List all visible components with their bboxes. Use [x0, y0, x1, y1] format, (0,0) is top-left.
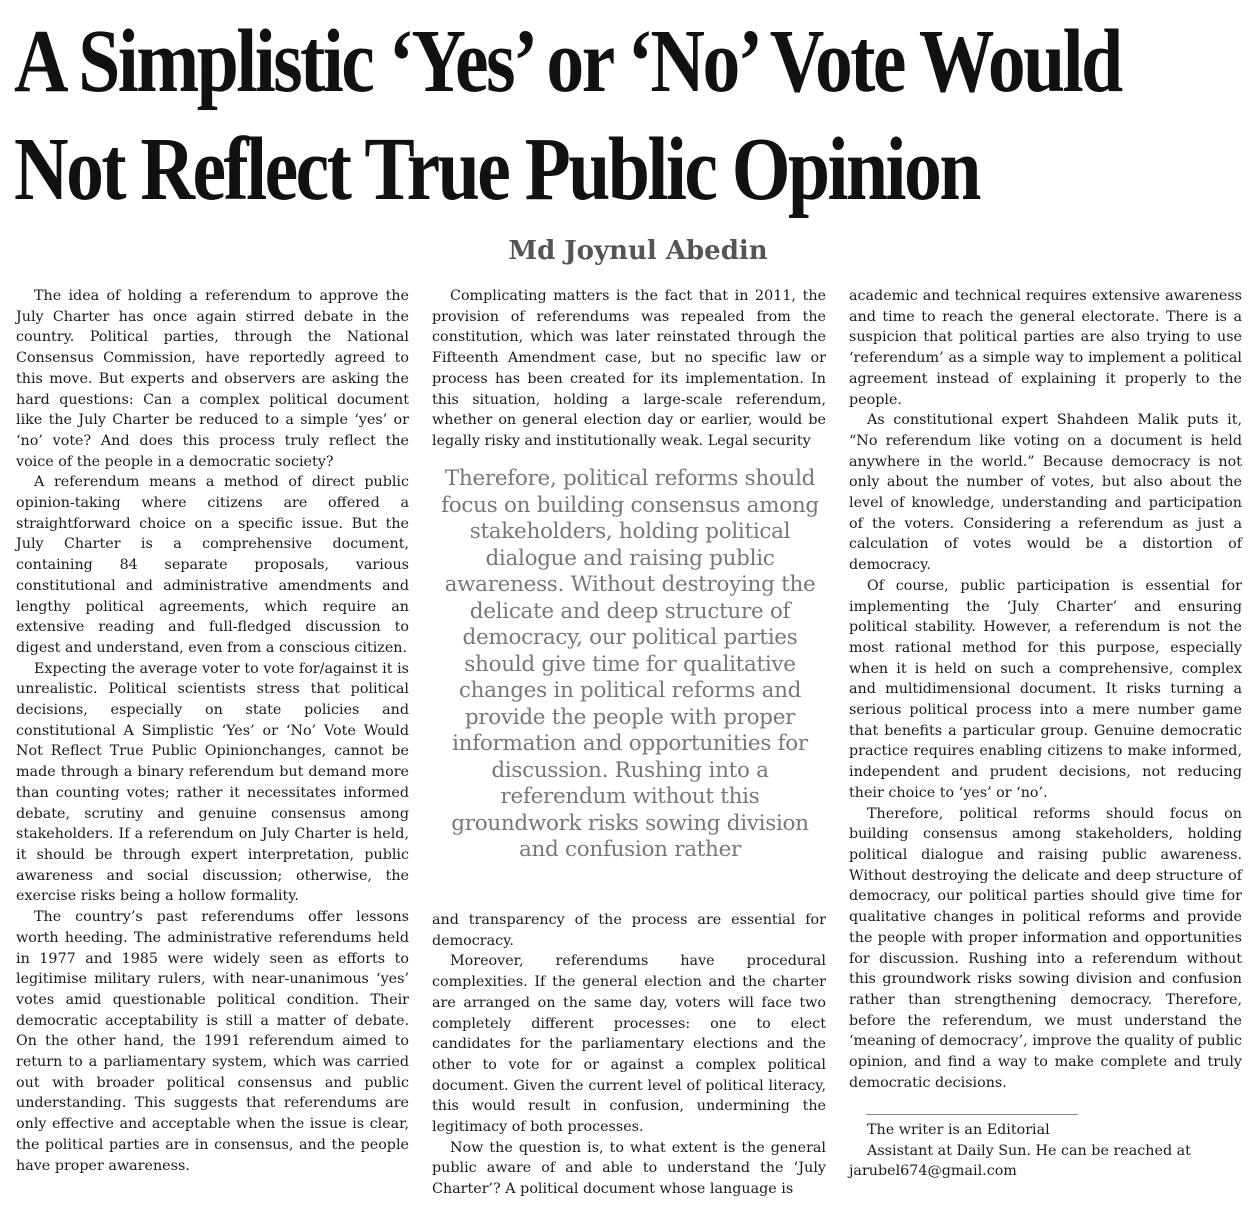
paragraph: Complicating matters is the fact that in 2011, the provision of referendums was repealed from the constitution, which was later reinstated through the Fifteenth Amendment case, but no specific law or process has been created for its implementation. In this situation, holding a large-scale referendum, whether on general election day or earlier, would be legally risky and institutionally weak. Legal security: [432, 288, 826, 449]
column-2-continued: [432, 910, 826, 1200]
footnote-divider: [866, 1114, 1078, 1115]
author-note-line: The writer is an Editorial: [867, 1122, 1050, 1138]
paragraph: Now the question is, to what extent is the general public aware of and able to understand the ‘July Charter’? A political document whose language is: [432, 1139, 826, 1198]
paragraph: Therefore, political reforms should focus on building consensus among stakeholders, holding political dialogue and raising public awareness. Without destroying the delicate and deep structure of democracy, our political parties should give time for qualitative changes in political reforms and provide the people with proper information and opportunities for discussion. Rushing into a referendum without this groundwork risks sowing division and confusion rather than strengthening democracy. Therefore, before the referendum, we must understand the ‘meaning of democracy’, improve the quality of public opinion, and find a way to make complete and truly democratic decisions.: [849, 805, 1242, 1091]
paragraph: academic and technical requires extensive awareness and time to reach the general electorate. There is a suspicion that political parties are also trying to use ‘referendum’ as a simple way to implement a political agreement instead of explaining it properly to the people.: [849, 288, 1242, 408]
byline: Md Joynul Abedin: [508, 236, 768, 266]
author-note-line: Assistant at Daily Sun. He can be reached at: [867, 1142, 1191, 1159]
author-note: [849, 1120, 1242, 1182]
paragraph: Of course, public participation is essential for implementing the ‘July Charter’ and ensuring political stability. However, a referendum is not the most rational method for this purpose, especially when it is held on such a comprehensive, complex and multidimensional document. It risks turning a serious political process into a mere number game that benefits a particular group. Genuine democratic practice requires enabling citizens to make informed, independent and prudent decisions, not reducing their choice to ‘yes’ or ‘no’.: [849, 577, 1242, 801]
column-1: [16, 286, 409, 1176]
paragraph: The idea of holding a referendum to approve the July Charter has once again stirred debate in the country. Political parties, through the National Consensus Commission, have reportedly agreed to this move. But experts and observers are asking the hard questions: Can a complex political document like the July Charter be reduced to a simple ‘yes’ or ‘no’ vote? And does this process truly reflect the voice of the people in a democratic society?: [16, 288, 409, 470]
headline-line-2: Not Reflect True Public Opinion: [14, 120, 979, 219]
paragraph: Expecting the average voter to vote for/against it is unrealistic. Political scientists stress that political decisions, especially on state policies and constitutional A Simplistic ‘Yes’ or ‘No’ Vote Would Not Reflect True Public Opinionchanges, cannot be made through a binary referendum but demand more than counting votes; rather it necessitates informed debate, scrutiny and genuine consensus among stakeholders. If a referendum on July Charter is held, it should be through expert interpretation, public awareness and social discussion; otherwise, the exercise risks being a hollow formality.: [16, 660, 409, 905]
headline: [14, 8, 1121, 224]
paragraph: As constitutional expert Shahdeen Malik puts it, “No referendum like voting on a document is held anywhere in the world.” Because democracy is not only about the number of votes, but also about the level of knowledge, understanding and participation of the voters. Considering a referendum as just a calculation of votes would be a distortion of democracy.: [849, 412, 1242, 574]
pull-quote: Therefore, political reforms should focus on building consensus among stakeholders, holding political dialogue and raising public awareness. Without destroying the delicate and deep structure of democracy, our political parties should give time for qualitative changes in political reforms and provide the people with proper information and opportunities for discussion. Rushing into a referendum without this groundwork risks sowing division and confusion rather: [441, 466, 819, 862]
headline-line-1: A Simplistic ‘Yes’ or ‘No’ Vote Would: [14, 12, 1121, 111]
paragraph: and transparency of the process are essential for democracy.: [432, 912, 826, 949]
author-email: jarubel674@gmail.com: [849, 1163, 1017, 1180]
paragraph: Moreover, referendums have procedural complexities. If the general election and the charter are arranged on the same day, voters will face two completely different processes: one to elect candidates for the parliamentary elections and the other to vote for or against a complex political document. Given the current level of political literacy, this would result in confusion, undermining the legitimacy of both processes.: [432, 953, 826, 1136]
paragraph: The country’s past referendums offer lessons worth heeding. The administrative referendums held in 1977 and 1985 were widely seen as efforts to legitimise military rulers, with near-unanimous ‘yes’ votes amid questionable political condition. Their democratic acceptability is still a matter of debate. On the other hand, the 1991 referendum aimed to return to a parliamentary system, which was carried out with broader political consensus and public understanding. This suggests that referendums are only effective and acceptable when the issue is clear, the political parties are in consensus, and the people have proper awareness.: [16, 909, 409, 1174]
paragraph: A referendum means a method of direct public opinion-taking where citizens are offered a straightforward choice on a specific issue. But the July Charter is a comprehensive document, containing 84 separate proposals, various constitutional and administrative amendments and lengthy political agreements, which require an extensive reading and full-fledged discussion to digest and understand, even from a conscious citizen.: [16, 474, 409, 656]
column-3: [849, 286, 1242, 1093]
